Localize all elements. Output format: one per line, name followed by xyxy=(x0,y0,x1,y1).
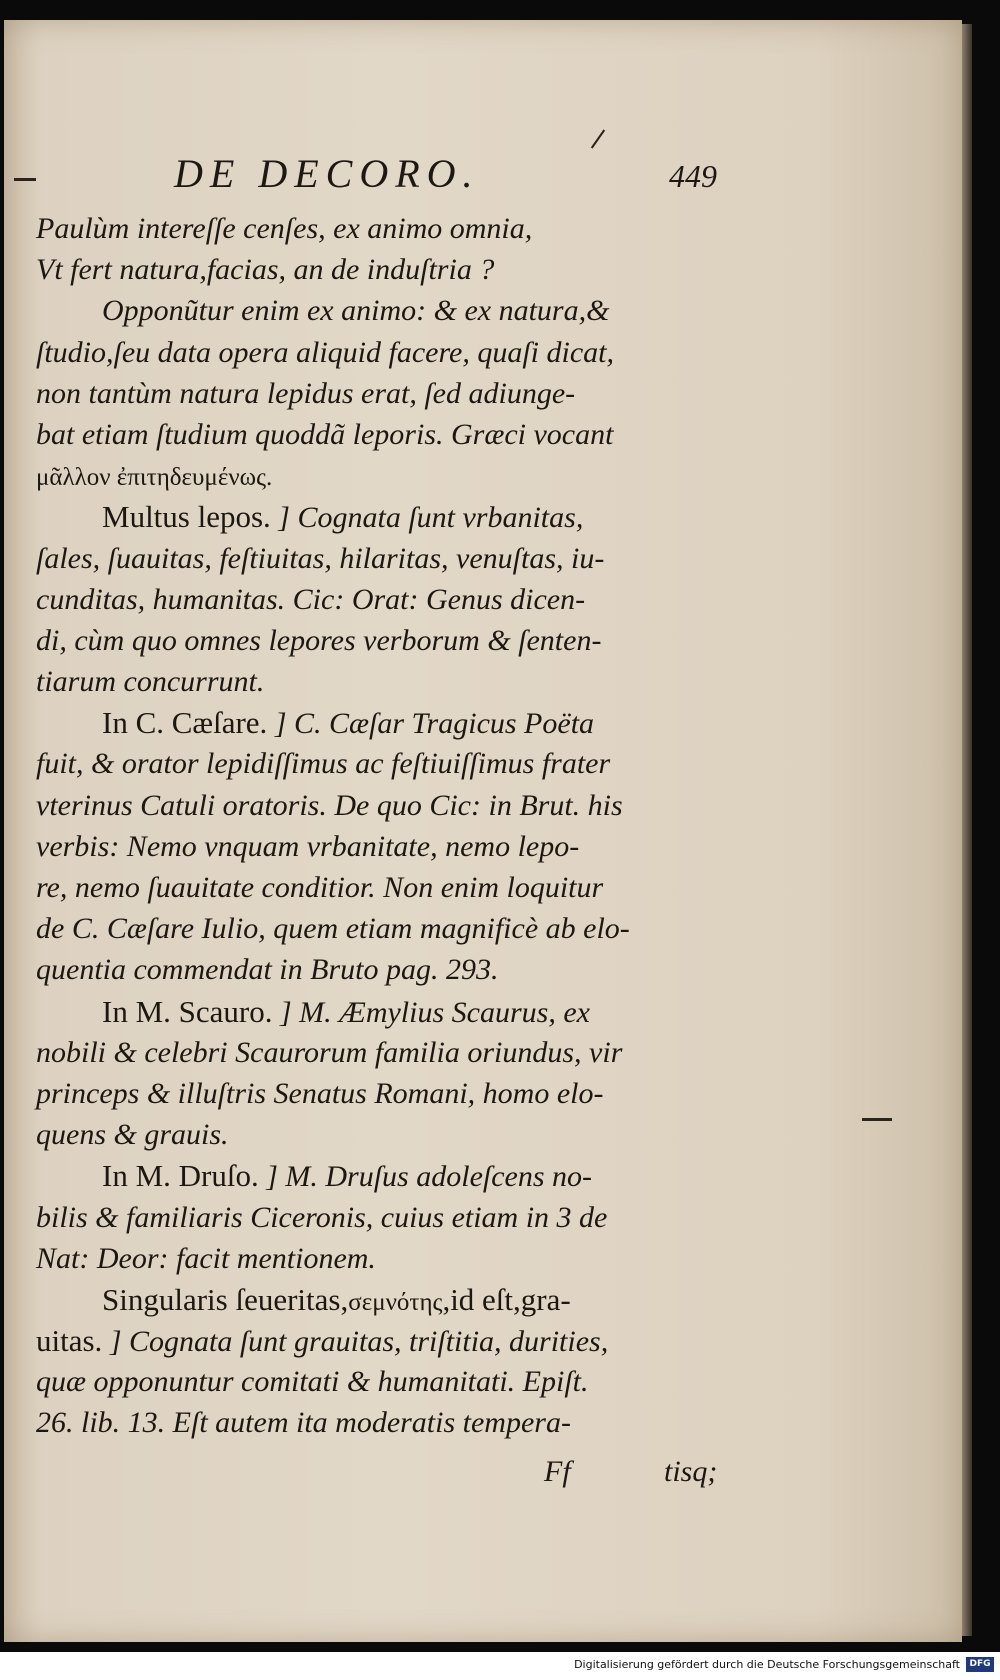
greek-text: μᾶλλον ἐπιτηδευμένως. xyxy=(36,464,273,492)
margin-mark xyxy=(591,129,605,148)
line-text: bilis & familiaris Ciceronis, cuius etiam in 3 de xyxy=(36,1200,608,1234)
line-text: di, cùm quo omnes lepores verborum & ſenten- xyxy=(36,623,602,657)
page-number: 449 xyxy=(669,158,717,194)
lemma-text: Singularis ſeueritas, xyxy=(102,1281,349,1317)
text-line xyxy=(36,908,766,949)
line-text: quentia commendat in Bruto pag. 293. xyxy=(36,953,499,987)
text-line xyxy=(36,1402,766,1443)
page-edge xyxy=(962,24,972,1636)
line-text: quæ opponuntur comitati & humanitati. Epiſt. xyxy=(36,1365,589,1399)
text-line xyxy=(36,826,766,867)
text-line xyxy=(36,785,766,826)
line-text: bat etiam ſtudium quoddã leporis. Græci vocant xyxy=(36,417,614,451)
text-line xyxy=(36,1197,766,1238)
line-text: verbis: Nemo vnquam vrbanitate, nemo lepo- xyxy=(36,829,580,863)
margin-mark xyxy=(862,1118,892,1121)
greek-text: σεμνότης xyxy=(348,1288,443,1316)
text-line xyxy=(36,1320,766,1361)
text-line xyxy=(36,1361,766,1402)
text-line xyxy=(36,208,766,249)
text-line xyxy=(36,414,766,455)
text-line xyxy=(36,1032,766,1073)
lemma-text: Multus lepos. xyxy=(102,499,271,535)
text-line xyxy=(36,991,766,1032)
line-text: quens & grauis. xyxy=(36,1118,229,1152)
text-line xyxy=(36,743,766,784)
text-line xyxy=(36,1073,766,1114)
line-text: re, nemo ſuauitate conditior. Non enim loquitur xyxy=(36,871,604,904)
line-text: ] C. Cæſar Tragicus Poëta xyxy=(267,707,595,741)
line-text: cunditas, humanitas. Cic: Orat: Genus dicen- xyxy=(36,582,586,616)
line-text: ] M. Æmylius Scaurus, ex xyxy=(272,995,590,1029)
text-line xyxy=(36,867,766,908)
line-text: ] Cognata ſunt vrbanitas, xyxy=(270,501,584,535)
footer-credit: Digitalisierung gefördert durch die Deutsche Forschungsgemeinschaft xyxy=(574,1658,960,1671)
text-line xyxy=(36,249,766,290)
running-head xyxy=(4,150,962,210)
text-line xyxy=(36,1155,766,1196)
line-text: ſtudio,ſeu data opera aliquid facere, quaſi dicat, xyxy=(36,335,614,369)
text-line xyxy=(36,949,766,990)
line-text: Nat: Deor: facit mentionem. xyxy=(36,1241,376,1275)
lemma-text: In C. Cæſare. xyxy=(102,705,268,741)
text-line xyxy=(36,620,766,661)
text-line xyxy=(36,373,766,414)
line-text: ſales, ſuauitas, feſtiuitas, hilaritas, venuſtas, iu- xyxy=(36,541,605,575)
lemma-text: uitas. xyxy=(36,1323,103,1359)
line-text: Vt fert natura,facias, an de induſtria ? xyxy=(36,253,495,287)
text-line xyxy=(36,579,766,620)
line-text: tiarum concurrunt. xyxy=(36,665,265,699)
text-line xyxy=(36,455,766,496)
lemma-text: In M. Scauro. xyxy=(102,993,273,1029)
line-text: fuit, & orator lepidiſſimus ac feſtiuiſſimus frater xyxy=(36,747,611,781)
text-line xyxy=(36,538,766,579)
line-text: vterinus Catuli oratoris. De quo Cic: in Brut. his xyxy=(36,788,623,822)
text-line xyxy=(36,702,766,743)
line-text: 26. lib. 13. Eſt autem ita moderatis tempera- xyxy=(36,1406,571,1440)
line-text: ] M. Druſus adoleſcens no- xyxy=(258,1160,593,1194)
line-text: nobili & celebri Scaurorum familia oriundus, vir xyxy=(36,1035,623,1069)
line-text: non tantùm natura lepidus erat, ſed adiunge- xyxy=(36,376,576,410)
text-line xyxy=(36,496,766,537)
text-line xyxy=(36,332,766,373)
catchword: tisq; xyxy=(664,1455,718,1488)
line-text: ] Cognata ſunt grauitas, triſtitia, durities, xyxy=(102,1325,609,1359)
book-page xyxy=(4,20,962,1642)
text-line xyxy=(36,661,766,702)
catchline xyxy=(4,1455,962,1501)
text-line xyxy=(36,290,766,331)
signature-mark: Ff xyxy=(544,1455,571,1488)
text-line xyxy=(36,1238,766,1279)
text-line xyxy=(36,1114,766,1155)
line-text: de C. Cæſare Iulio, quem etiam magnificè ab elo- xyxy=(36,912,630,946)
lemma-text: In M. Druſo. xyxy=(102,1158,259,1194)
line-text: Paulùm intereſſe cenſes, ex animo omnia, xyxy=(36,212,533,245)
lemma-text: ,id eſt,gra- xyxy=(442,1281,571,1317)
text-line xyxy=(36,1279,766,1320)
running-title: DE DECORO. xyxy=(174,151,480,196)
line-text: Opponũtur enim ex animo: & ex natura,& xyxy=(102,294,610,328)
line-text: princeps & illuſtris Senatus Romani, homo elo- xyxy=(36,1076,604,1110)
text-body xyxy=(36,208,766,1444)
footer-bar xyxy=(0,1652,1000,1680)
dfg-logo-icon: DFG xyxy=(966,1657,994,1672)
